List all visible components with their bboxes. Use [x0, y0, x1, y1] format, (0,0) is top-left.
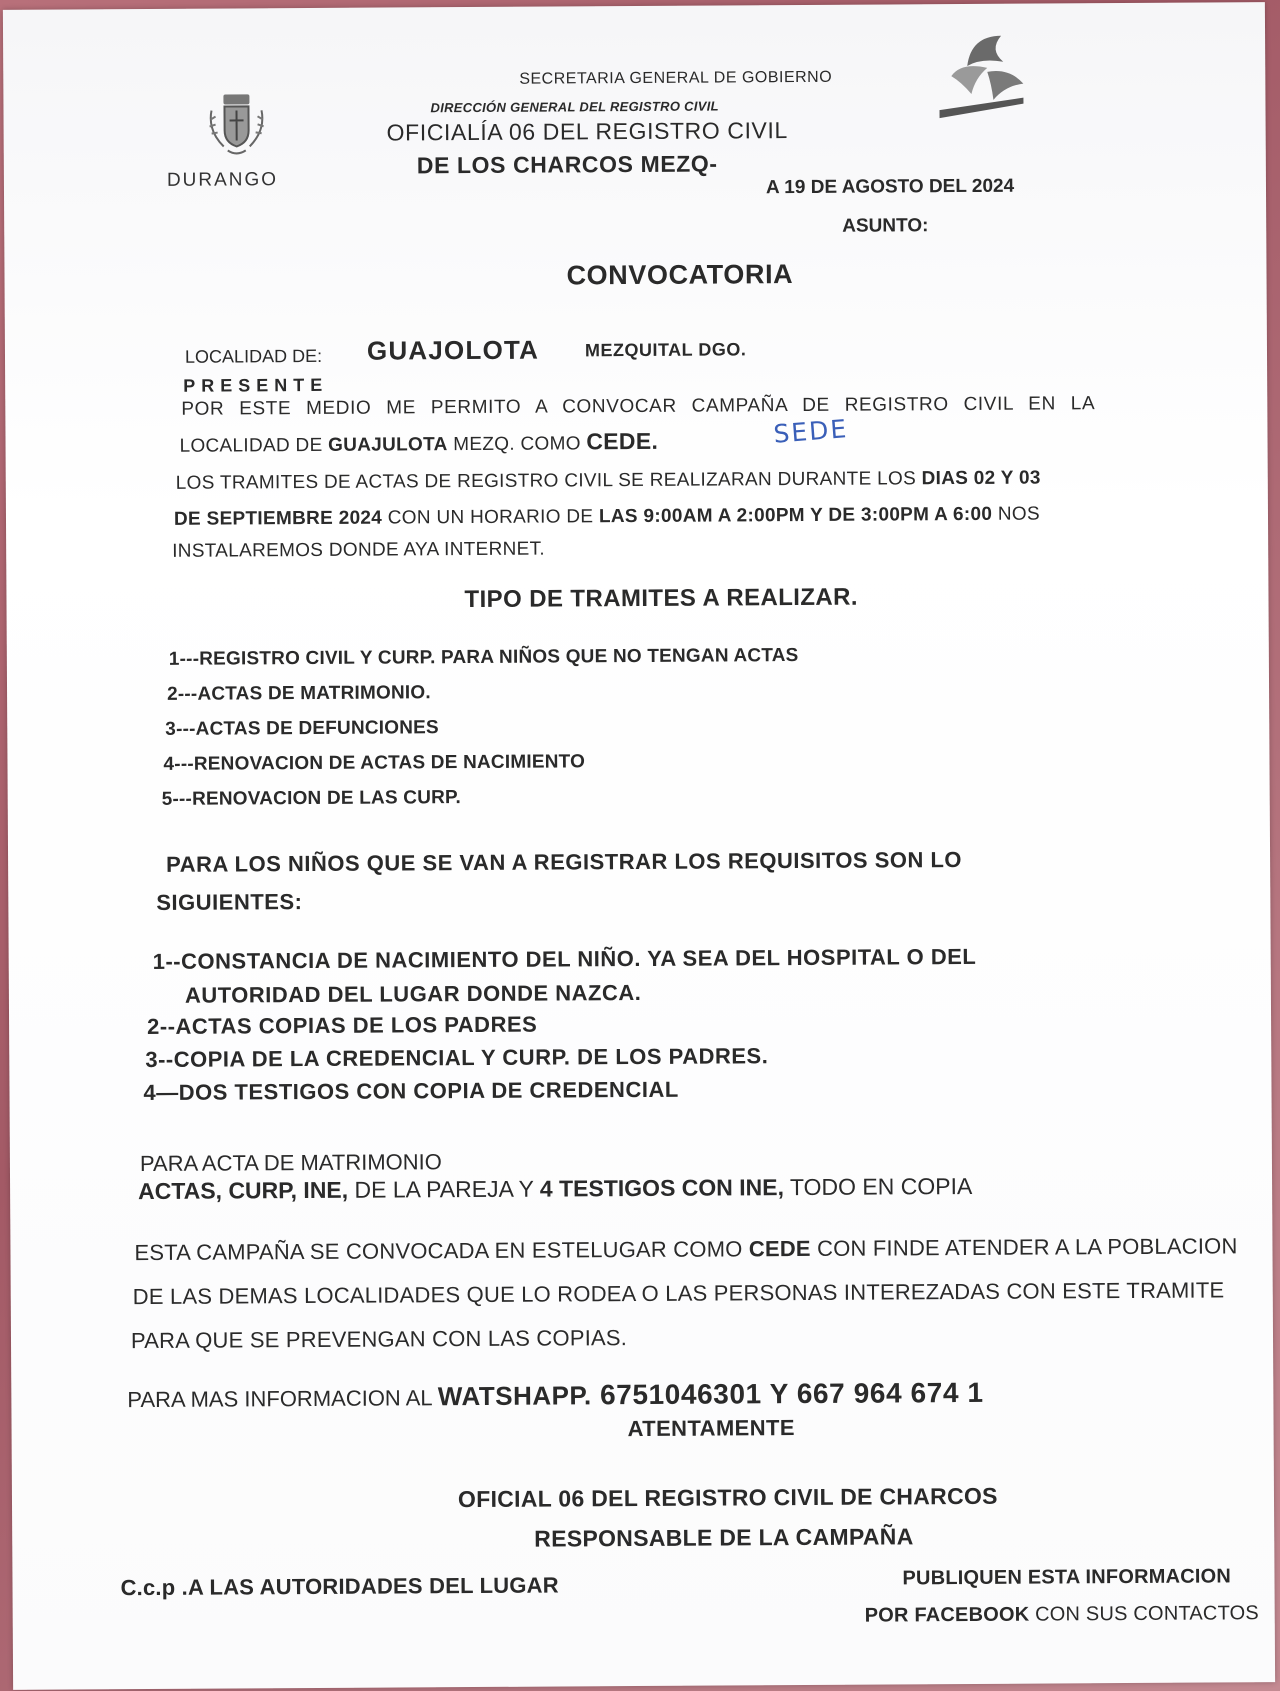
campana-text-c: CON FINDE ATENDER A LA POBLACION	[810, 1233, 1238, 1261]
schedule-text-b: CON UN HORARIO DE	[382, 506, 600, 529]
tramite-item: 1---REGISTRO CIVIL Y CURP. PARA NIÑOS QUE NO TENGAN ACTAS	[168, 645, 799, 670]
signature-oficial: OFICIAL 06 DEL REGISTRO CIVIL DE CHARCOS	[457, 1482, 998, 1513]
campana-line-2: DE LAS DEMAS LOCALIDADES QUE LO RODEA O LAS PERSONAS INTEREZADAS CON ESTE TRAMITE	[132, 1277, 1225, 1310]
publish-note-1: PUBLIQUEN ESTA INFORMACION	[902, 1565, 1232, 1590]
requisito-item: AUTORIDAD DEL LUGAR DONDE NAZCA.	[184, 979, 642, 1008]
requisito-item: 2--ACTAS COPIAS DE LOS PADRES	[147, 1011, 538, 1040]
requisito-item: 3--COPIA DE LA CREDENCIAL Y CURP. DE LOS PADRES.	[145, 1043, 769, 1073]
contact-text: PARA MAS INFORMACION AL	[127, 1385, 438, 1413]
schedule-month: DE SEPTIEMBRE 2024	[173, 507, 383, 530]
requisito-item: 4—DOS TESTIGOS CON COPIA DE CREDENCIAL	[143, 1076, 679, 1106]
intro-line-2	[179, 428, 658, 458]
locality-name: GUAJOLOTA	[366, 334, 540, 366]
matrimonio-text-b: DE LA PAREJA Y	[348, 1175, 540, 1203]
tramite-item: 3---ACTAS DE DEFUNCIONES	[165, 717, 439, 740]
tramite-item: 5---RENOVACION DE LAS CURP.	[161, 787, 461, 810]
charcos-heading: DE LOS CHARCOS MEZQ-	[416, 150, 718, 179]
publish-note-2	[865, 1602, 1259, 1627]
tramite-item: 2---ACTAS DE MATRIMONIO.	[167, 682, 431, 705]
durango-crest-logo	[201, 90, 271, 162]
ccp-note: C.c.p .A LAS AUTORIDADES DEL LUGAR	[120, 1572, 559, 1601]
requisitos-intro-2: SIGUIENTES:	[156, 889, 303, 915]
facebook-label: POR FACEBOOK	[864, 1603, 1030, 1627]
tramite-item: 4---RENOVACION DE ACTAS DE NACIMIENTO	[163, 751, 586, 775]
direccion-heading: DIRECCIÓN GENERAL DEL REGISTRO CIVIL	[430, 98, 719, 116]
matrimonio-text-d: TODO EN COPIA	[783, 1172, 973, 1201]
intro-text-c: MEZQ. COMO	[447, 433, 587, 456]
durango-label: DURANGO	[166, 169, 279, 191]
schedule-line-3: INSTALAREMOS DONDE AYA INTERNET.	[172, 538, 546, 562]
handwritten-sede: SEDE	[772, 414, 850, 449]
document-title: CONVOCATORIA	[566, 259, 794, 291]
presente-label: PRESENTE	[183, 374, 329, 396]
campana-cede: CEDE	[748, 1235, 811, 1262]
locality-label: LOCALIDAD DE:	[184, 345, 323, 367]
schedule-line-1	[176, 468, 1041, 495]
schedule-hours: LAS 9:00AM A 2:00PM Y DE 3:00PM A 6:00	[598, 503, 993, 528]
document-date: A 19 DE AGOSTO DEL 2024	[765, 175, 1015, 199]
schedule-line-2	[174, 504, 1040, 531]
campana-line-1	[134, 1233, 1237, 1266]
signature-responsable: RESPONSABLE DE LA CAMPAÑA	[534, 1523, 914, 1552]
campana-line-3: PARA QUE SE PREVENGAN CON LAS COPIAS.	[130, 1325, 628, 1354]
tramites-title: TIPO DE TRAMITES A REALIZAR.	[464, 583, 858, 614]
document-page	[3, 2, 1275, 1690]
contact-info	[127, 1377, 983, 1414]
registro-civil-logo	[931, 28, 1032, 129]
intro-line-1: POR ESTE MEDIO ME PERMITO A CONVOCAR CAMPAÑA DE REGISTRO CIVIL EN LA	[181, 393, 1096, 420]
intro-locality: GUAJULOTA	[328, 434, 448, 456]
intro-cede: CEDE.	[586, 427, 659, 455]
matrimonio-docs: ACTAS, CURP, INE,	[138, 1176, 349, 1205]
campana-text-a: ESTA CAMPAÑA SE CONVOCADA EN ESTELUGAR COMO	[134, 1236, 749, 1266]
matrimonio-requirements	[138, 1173, 972, 1205]
schedule-text-a: LOS TRAMITES DE ACTAS DE REGISTRO CIVIL SE REALIZARAN DURANTE LOS	[175, 468, 922, 494]
requisitos-intro-1: PARA LOS NIÑOS QUE SE VAN A REGISTRAR LOS REQUISITOS SON LO	[166, 847, 963, 877]
whatsapp-label: WATSHAPP.	[437, 1380, 592, 1412]
schedule-text-d: NOS	[992, 503, 1040, 525]
schedule-days: DIAS 02 Y 03	[921, 467, 1041, 490]
intro-text-a: LOCALIDAD DE	[179, 434, 329, 457]
secretaria-heading: SECRETARIA GENERAL DE GOBIERNO	[519, 68, 833, 88]
matrimonio-title: PARA ACTA DE MATRIMONIO	[139, 1149, 442, 1177]
locality-municipio: MEZQUITAL DGO.	[584, 339, 747, 361]
phone-numbers: 6751046301 Y 667 964 674 1	[591, 1376, 984, 1411]
asunto-label: ASUNTO:	[842, 215, 929, 237]
oficialia-heading: OFICIALÍA 06 DEL REGISTRO CIVIL	[386, 117, 788, 146]
requisito-item: 1--CONSTANCIA DE NACIMIENTO DEL NIÑO. YA SEA DEL HOSPITAL O DEL	[152, 943, 977, 974]
atentamente-label: ATENTAMENTE	[627, 1415, 795, 1442]
publish-text: CON SUS CONTACTOS	[1029, 1602, 1259, 1626]
matrimonio-testigos: 4 TESTIGOS CON INE,	[539, 1174, 785, 1202]
